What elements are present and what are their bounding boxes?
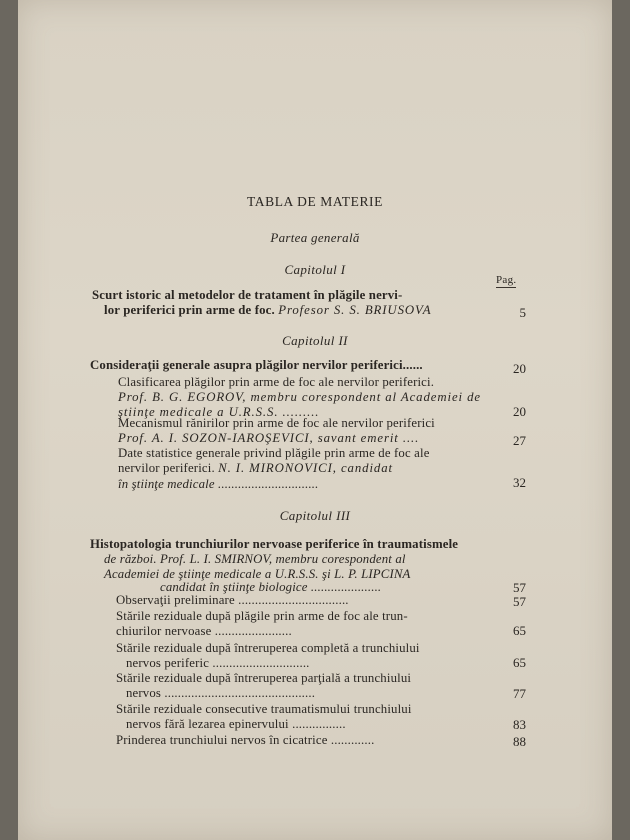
entry-line: Stările reziduale după întreruperea completă a trunchiului xyxy=(116,641,420,655)
page-number: 57 xyxy=(513,580,526,595)
entry-line xyxy=(118,461,393,476)
entry-line: Date statistice generale privind plăgile prin arme de foc ale xyxy=(118,446,430,460)
entry-line: Stările reziduale după plăgile prin arme de foc ale trun- xyxy=(116,609,408,623)
book-page xyxy=(18,0,612,840)
page-number: 5 xyxy=(519,305,526,320)
entry-author: ştiinţe medicale a U.R.S.S. ......... xyxy=(118,405,320,419)
entry-line: nervos ............................................. xyxy=(126,686,316,700)
page-number: 65 xyxy=(513,655,526,670)
entry-author: în ştiinţe medicale .............................. xyxy=(118,477,319,491)
entry-author: Academiei de ştiinţe medicale a U.R.S.S. şi L. P. LIPCINA xyxy=(104,567,411,581)
entry-author: Prof. A. I. SOZON-IAROŞEVICI, savant emerit .... xyxy=(118,431,420,445)
entry-line: Histopatologia trunchiurilor nervoase periferice în traumatismele xyxy=(90,537,459,551)
page-number: 88 xyxy=(513,734,526,749)
entry-author: N. I. MIRONOVICI, candidat xyxy=(218,461,393,475)
page-number: 20 xyxy=(513,361,526,376)
entry-line: Consideraţii generale asupra plăgilor nervilor periferici...... xyxy=(90,358,423,372)
part-title: Partea generală xyxy=(270,230,360,245)
page-column-label: Pag. xyxy=(496,274,517,286)
entry-line: nervos periferic ............................. xyxy=(126,656,310,670)
entry-author: Profesor S. S. BRIUSOVA xyxy=(278,303,432,317)
entry-author: de război. Prof. L. I. SMIRNOV, membru corespondent al xyxy=(104,552,406,566)
entry-line xyxy=(104,303,432,318)
page-number: 20 xyxy=(513,404,526,419)
entry-author: candidat în ştiinţe biologice ..................... xyxy=(160,580,382,594)
entry-line: nervos fără lezarea epinervului ................ xyxy=(126,717,346,731)
contents-title: TABLA DE MATERIE xyxy=(246,194,383,209)
entry-line: Stările reziduale consecutive traumatismului trunchiului xyxy=(116,702,412,716)
entry-text: nervilor periferici. xyxy=(118,461,215,475)
page-number: 77 xyxy=(513,686,526,701)
entry-line: chiurilor nervoase ....................... xyxy=(116,624,292,638)
chapter-3-heading: Capitolul III xyxy=(279,508,351,523)
page-number: 32 xyxy=(513,475,526,490)
entry-line: Clasificarea plăgilor prin arme de foc ale nervilor periferici. xyxy=(118,375,435,389)
page-number: 27 xyxy=(513,433,526,448)
entry-author: Prof. B. G. EGOROV, membru corespondent al Academiei de xyxy=(118,390,481,404)
entry-line: Stările reziduale după întreruperea parţială a trunchiului xyxy=(116,671,412,685)
entry-line: Observaţii preliminare ................................. xyxy=(116,593,349,607)
entry-line: Scurt istoric al metodelor de tratament în plăgile nervi- xyxy=(92,288,403,302)
page-number: 83 xyxy=(513,717,526,732)
entry-text: lor periferici prin arme de foc. xyxy=(104,303,275,317)
page-number: 57 xyxy=(513,594,526,609)
entry-line: Mecanismul rănirilor prin arme de foc ale nervilor periferici xyxy=(118,416,435,430)
chapter-2-heading: Capitolul II xyxy=(282,333,348,348)
entry-line: Prinderea trunchiului nervos în cicatrice ............. xyxy=(116,733,375,747)
page-number: 65 xyxy=(513,623,526,638)
chapter-1-heading: Capitolul I xyxy=(284,262,346,277)
